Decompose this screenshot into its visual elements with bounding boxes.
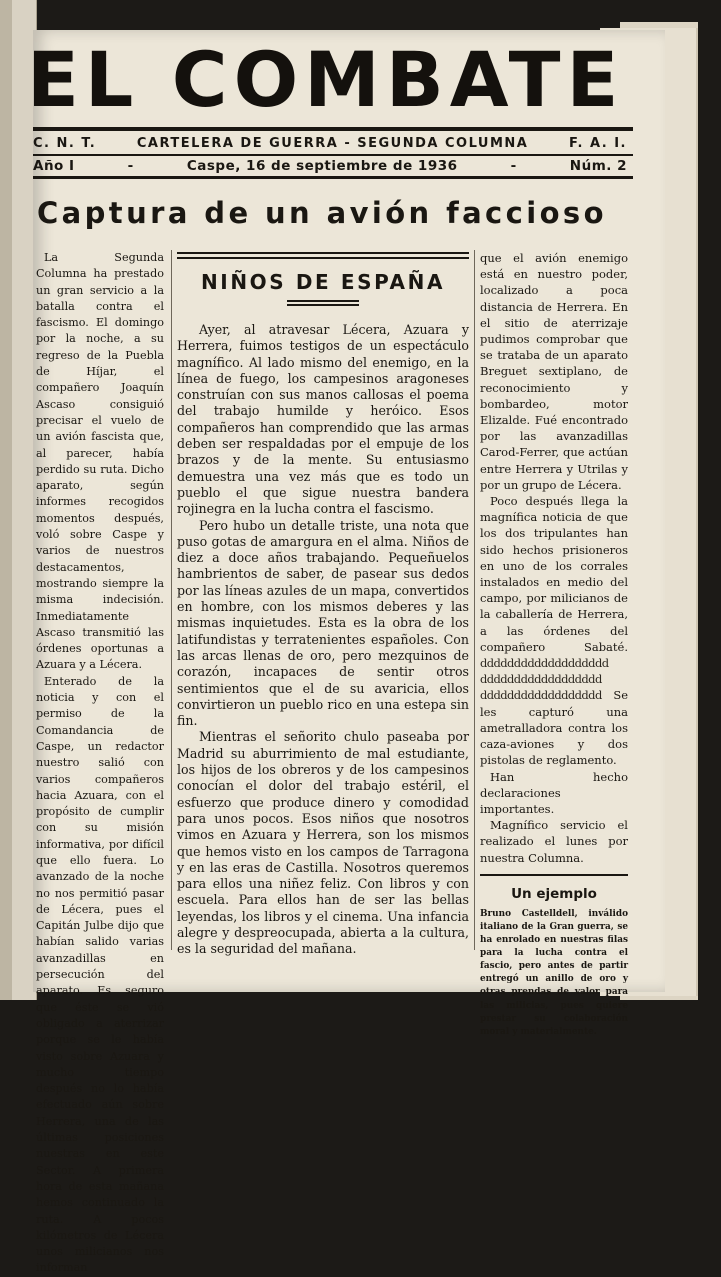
issue-date: Caspe, 16 de septiembre de 1936	[186, 158, 458, 174]
masthead-title: EL COMBATE	[27, 35, 625, 124]
subtitle-cnt: C. N. T.	[33, 136, 97, 151]
right-paragraph-tail: Se les capturó una ametralladora contra los caza-aviones y dos pistolas de reglamento.	[480, 688, 628, 768]
middle-paragraph: Mientras el señorito chulo paseaba por Madrid su aburrimiento de mal estudiante, los hijos de los obreros y de los campesinos conocían el dolor del trabajo estéril, el esfuerzo que produce dinero y comodidad para unos pocos. Esos niños que nosotros vimos en Azuara y Herrera, son los mismos que hemos visto en los campos de Tarragona y en las eras de Castilla. Nosotros queremos para ellos una niñez feliz. Con libros y con escuela. Para ellos han de ser las bellas leyendas, los libros y el cinema. Una infancia alegre y despreocupada, abierta a la cultura, es la seguridad del mañana.	[177, 729, 469, 957]
issue-sep-1: -	[127, 158, 134, 174]
middle-paragraph: Ayer, al atravesar Lécera, Azuara y Herrera, fuimos testigos de un espectáculo magnífico. Al lado mismo del enemigo, en la línea de fuego, los campesinos aragoneses construían con sus manos callosas el poema del trabajo humilde y heróico. Esos compañeros han comprendido que las armas deben ser respaldadas por el empuje de los brazos y de la mente. Su entusiasmo demuestra una vez más que es todo un pueblo el que sigue nuestra bandera rojinegra en la lucha contra el fascismo.	[177, 322, 469, 517]
subtitle-rule	[33, 154, 633, 156]
subtitle-cartelera: CARTELERA DE GUERRA - SEGUNDA COLUMNA	[136, 136, 529, 151]
book-binding	[0, 0, 37, 1000]
title-underline-2	[287, 304, 359, 306]
section-title: NIÑOS DE ESPAÑA	[200, 270, 446, 294]
right-paragraph: Han hecho declaraciones importantes.	[480, 769, 628, 816]
box-title: Un ejemplo	[511, 885, 597, 902]
left-paragraph: Enterado de la noticia y con el permiso de la Comandancia de Caspe, un redactor nuestro salió con varios compañeros hacia Azuara, con el propósito de cumplir con su misión informativa, por difícil que ello fuera. Lo avanzado de la noche no nos permitió pasar de Lécera, pues el Capitán Julbe dijo que habían salido varias avanzadillas en persecución del aparato. Es seguro que éste se vió obligado a aterrizar porque se le había visto sobre Azuara y mucho tiempo después no lo había efectuado aún sobre Herrera, una de las últimas posiciones nuestras en este Sector. A primera hora de esta mañana hemos continuado la ruta. A pocos kilómetros de Lécera unos milicianos nos informan	[36, 674, 164, 1275]
issue-number: Núm. 2	[569, 158, 627, 174]
right-column	[480, 250, 628, 1039]
issue-rule	[33, 176, 633, 179]
issue-sep-2: -	[510, 158, 517, 174]
section-body	[177, 322, 469, 958]
column-divider-right	[474, 250, 475, 950]
box-rule	[480, 874, 628, 876]
masthead-rule	[33, 127, 633, 131]
headline: Captura de un avión faccioso	[37, 196, 607, 230]
left-paragraph: La Segunda Columna ha prestado un gran servicio a la batalla contra el fascismo. El domingo por la noche, a su regreso de la Puebla de Híjar, el compañero Joaquín Ascaso consiguió precisar el vuelo de un avión fascista que, al parecer, había perdido su ruta. Dicho aparato, según informes recogidos momentos después, voló sobre Caspe y varios de nuestros destacamentos, mostrando siempre la misma indecisión. Inmediatamente Ascaso transmitió las órdenes oportunas a Azuara y a Lécera.	[36, 251, 164, 672]
right-paragraph	[480, 493, 628, 768]
newspaper-page	[27, 30, 665, 1275]
box-body: Bruno Castelldell, inválido italiano de la Gran guerra, se ha enrolado en nuestras filas para la lucha contra el fascio, pero antes de partir entregó un anillo de oro y otras prendas de valor para las milicias, pues quiere prestar su colaboración moral y materialmente.	[480, 908, 628, 1037]
right-paragraph: que el avión enemigo está en nuestro poder, localizado a poca distancia de Herrera. En el sitio de aterrizaje pudimos comprobar que se trataba de un aparato Breguet sextiplano, de reconocimiento y bombardeo, motor Elizalde. Fué encontrado por las avanzadillas Carod-Ferrer, que actúan entre Herrera y Utrilas y por un grupo de Lécera.	[480, 251, 628, 492]
title-underline	[287, 300, 359, 302]
column-divider-left	[171, 250, 172, 950]
middle-paragraph: Pero hubo un detalle triste, una nota que puso gotas de amargura en el alma. Niños de diez a doce años trabajando. Pequeñuelos hambrientos de saber, de pasear sus dedos por las líneas azules de un mapa, convertidos en hombre, con los mismos deberes y las mismas inquietudes. Esta es la obra de los latifundistas y terratenientes españoles. Con las arcas llenas de oro, pero mezquinos de corazón, incapaces de sentir otros sentimientos que el de su avaricia, ellos convirtieron un pueblo rico en una estepa sin fin.	[177, 517, 469, 729]
issue-year: Año I	[33, 158, 75, 174]
subtitle-fai: F. A. I.	[569, 136, 627, 151]
right-paragraph: Magnífico servicio el realizado el lunes por nuestra Columna.	[480, 818, 628, 865]
middle-column	[177, 250, 469, 958]
issue-line	[33, 158, 627, 174]
garbled-print: ddddddddddddddddddd dddddddddddddddddd dddddddddddddddddd	[480, 656, 609, 703]
left-column	[36, 250, 164, 1277]
masthead-subtitle	[33, 136, 627, 151]
right-paragraph-text: Poco después llega la magnífica noticia de que los dos tripulantes han sido hechos prisioneros en uno de los corrales instalados en medio del campo, por milicianos de la caballería de Herrera, a las órdenes del compañero Sabaté.	[480, 494, 628, 654]
